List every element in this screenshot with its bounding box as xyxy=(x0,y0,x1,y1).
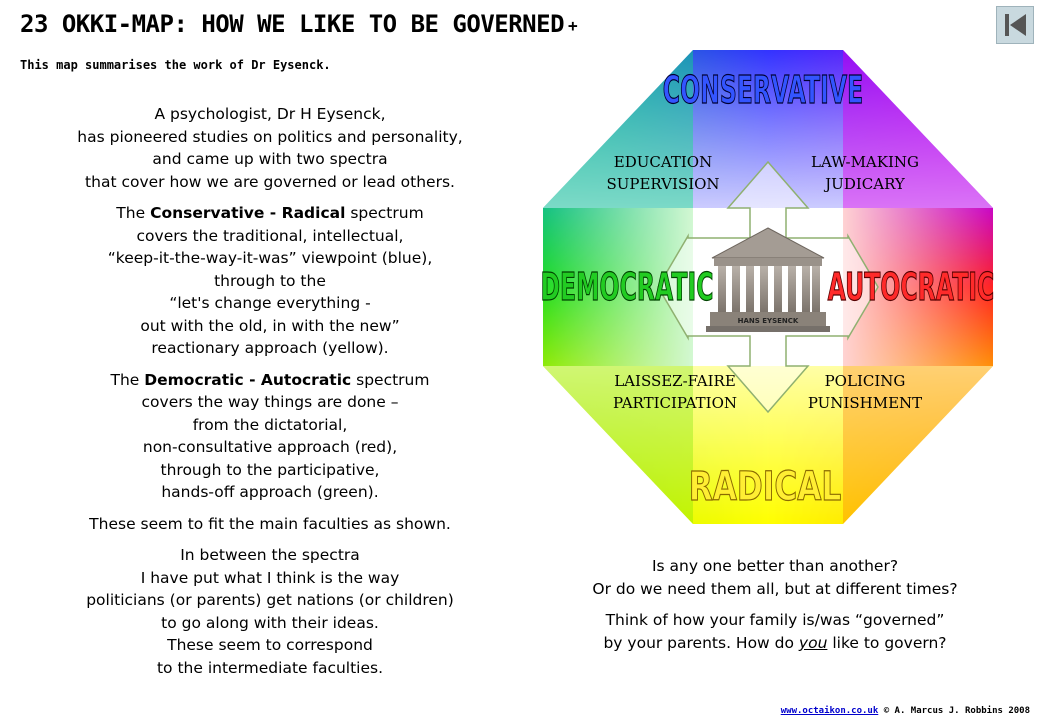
text-line: that cover how we are governed or lead others. xyxy=(85,172,455,191)
text-line: has pioneered studies on politics and personality, xyxy=(77,127,463,146)
text-line: non-consultative approach (red), xyxy=(142,438,398,456)
text-line: to the intermediate faculties. xyxy=(156,658,384,677)
expand-plus[interactable]: + xyxy=(568,15,578,35)
label-punishment: PUNISHMENT xyxy=(807,394,923,412)
text-line: “keep-it-the-way-it-was” viewpoint (blue), xyxy=(107,249,433,267)
center-caption: HANS EYSENCK xyxy=(737,317,799,325)
label-policing: POLICING xyxy=(824,372,906,390)
copyright-text: © A. Marcus J. Robbins 2008 xyxy=(878,706,1030,716)
text-part: like to govern? xyxy=(827,633,947,652)
label-autocratic: AUTOCRATIC xyxy=(827,266,995,310)
label-participation: PARTICIPATION xyxy=(613,394,737,412)
questions-text xyxy=(545,555,1005,663)
text-line: Is any one better than another? xyxy=(651,557,899,575)
text-part: spectrum xyxy=(345,204,424,222)
website-link[interactable]: www.octaikon.co.uk xyxy=(780,706,879,716)
label-radical: RADICAL xyxy=(688,464,842,511)
text-part: - xyxy=(264,204,282,222)
text-line: out with the old, in with the new” xyxy=(140,316,400,335)
text-line: covers the way things are done – xyxy=(141,393,399,411)
emphasis-you: you xyxy=(798,633,828,652)
page-title-text: 23 OKKI-MAP: HOW WE LIKE TO BE GOVERNED xyxy=(20,10,565,38)
label-supervision: SUPERVISION xyxy=(606,175,720,193)
text-line: reactionary approach (yellow). xyxy=(151,339,389,357)
text-part: by your parents. How do xyxy=(603,633,799,652)
label-law-making: LAW-MAKING xyxy=(810,153,920,171)
text-part: The xyxy=(110,370,145,389)
term-radical: Radical xyxy=(281,204,346,222)
text-line: Think of how your family is/was “governed” xyxy=(605,611,945,629)
text-line: to go along with their ideas. xyxy=(161,613,379,632)
label-laissez-faire: LAISSEZ-FAIRE xyxy=(614,372,736,390)
text-line: politicians (or parents) get nations (or children) xyxy=(86,591,454,609)
text-part: - xyxy=(243,370,261,389)
page-subtitle: This map summarises the work of Dr Eysenck. xyxy=(20,58,331,72)
question-paragraph-2 xyxy=(545,609,1005,654)
term-conservative: Conservative xyxy=(150,204,265,222)
text-line: I have put what I think is the way xyxy=(140,568,400,587)
text-line: In between the spectra xyxy=(180,546,360,564)
text-line: from the dictatorial, xyxy=(192,415,348,434)
text-line: through to the participative, xyxy=(160,460,380,479)
label-education: EDUCATION xyxy=(613,153,713,171)
label-conservative: CONSERVATIVE xyxy=(662,69,864,113)
text-line: These seem to correspond xyxy=(167,636,373,654)
footer xyxy=(781,706,1030,716)
text-line xyxy=(545,632,1005,655)
text-line: and came up with two spectra xyxy=(152,150,388,168)
text-line: “let's change everything - xyxy=(169,294,371,312)
question-paragraph-1 xyxy=(545,555,1005,600)
text-line: covers the traditional, intellectual, xyxy=(136,226,404,245)
term-autocratic: Autocratic xyxy=(260,370,352,389)
label-judicary: JUDICARY xyxy=(825,175,905,193)
term-democratic: Democratic xyxy=(144,370,244,389)
text-line: These seem to fit the main faculties as shown. xyxy=(89,514,451,533)
label-democratic: DEMOCRATIC xyxy=(540,266,714,310)
text-line: through to the xyxy=(214,271,326,290)
text-line: A psychologist, Dr H Eysenck, xyxy=(154,105,386,123)
text-line: Or do we need them all, but at different times? xyxy=(592,579,958,598)
text-part: spectrum xyxy=(351,370,430,389)
text-part: The xyxy=(116,204,151,222)
text-line: hands-off approach (green). xyxy=(161,483,379,501)
